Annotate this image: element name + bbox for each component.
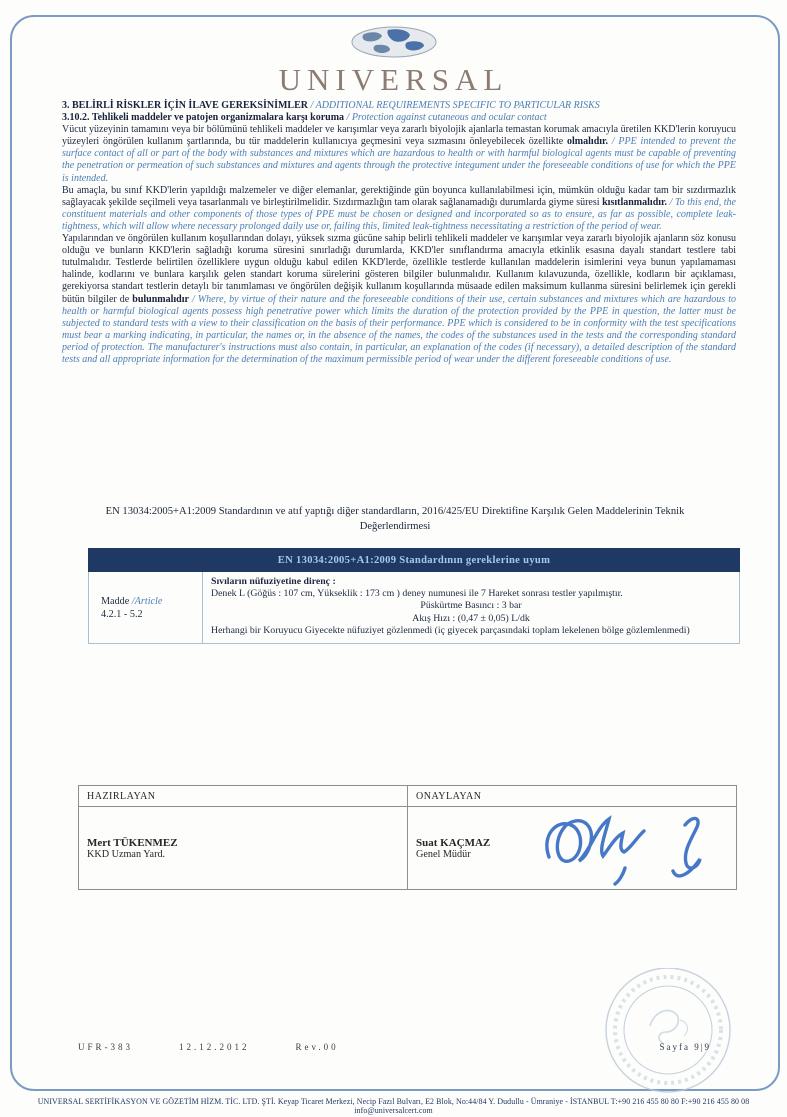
prepared-by-cell: [79, 807, 408, 890]
company-address-line: UNIVERSAL SERTİFİKASYON VE GÖZETİM HİZM. TİC. LTD. ŞTİ. Keyap Ticaret Merkezi, Necip Fazıl Bulvarı, E2 Blok, No:44/84 Y. Dudullu - Ümraniye - İSTANBUL T:+90 216 455 80 80 F:+90 216 455 80 08 info@universalcert.com: [37, 1097, 750, 1115]
section-heading-en: / ADDITIONAL REQUIREMENTS SPECIFIC TO PARTICULAR RISKS: [310, 100, 600, 111]
doc-date: 12.12.2012: [179, 1042, 250, 1052]
paragraph-1-en: / PPE intended to prevent the surface contact of all or part of the body with substances and mixtures which are hazardous to health or with harmful biological agents must be capable of preventing the penetration or permeation of such substances and mixtures and agents through the protective integument under the foreseeable conditions of use for which the PPE is intended.: [62, 136, 736, 184]
result-cell: [203, 572, 740, 644]
result-line-3: Akış Hızı : (0,47 ± 0,05) L/dk: [412, 612, 530, 624]
prepared-by-name: Mert TÜKENMEZ: [87, 836, 178, 849]
prepared-by-header: HAZIRLAYAN: [79, 786, 408, 807]
evaluation-title: EN 13034:2005+A1:2009 Standardının ve atıf yaptığı diğer standardların, 2016/425/EU Direktifine Karşılık Gelen Maddelerinin Teknik Değerlendirmesi: [105, 506, 685, 532]
section-heading-tr: 3. BELİRLİ RİSKLER İÇİN İLAVE GEREKSİNİMLER: [62, 100, 311, 111]
article-cell: [89, 572, 203, 644]
approved-by-title: Genel Müdür: [416, 848, 471, 860]
article-label-en: /Article: [131, 595, 163, 607]
subsection-heading-tr: 3.10.2. Tehlikeli maddeler ve patojen organizmalara karşı koruma: [62, 112, 347, 124]
table-header-row: [89, 549, 740, 572]
paragraph-3-bold: bulunmalıdır: [132, 293, 189, 305]
approved-by-name: Suat KAÇMAZ: [416, 836, 491, 849]
company-logo: [0, 26, 787, 95]
paragraph-2-bold: kısıtlanmalıdır.: [602, 196, 668, 208]
result-line-4: Herhangi bir Koruyucu Giyecekte nüfuziyet gözlenmedi (iç giyecek parçasındaki toplam lekelenen bölge gözlemlenmedi): [211, 624, 690, 636]
standards-table: [88, 548, 740, 644]
paragraph-3-tr: Yapılarından ve öngörülen kullanım koşullarından dolayı, yüksek sızma gücüne sahip belirli tehlikeli maddeler ve karışımlar veya zararlı biyolojik ajanların söz konusu olduğu ve bunların KKD'lerin sağladığı koruma süresini sınırladığı durumlarda, KKD'ler sınıflandırma amacıyla etkinlik esasına dayalı standart testlere tabi tutulmalıdır. Testlerde belirtilen özelliklere uygun olduğu kabul edilen KKD'lerde, özellikle testlerde kullanılan maddelerin isimlerini veya bunun yapılamaması halinde, kodlarını ve bunlara karşılık gelen standart koruma sürelerini gösteren bilgiler bulunmalıdır. Kullanım kılavuzunda, özellikle, kodların bir açıklaması, gerekiyorsa standart testlerin detaylı bir tanımlaması ve öngörülen değişik kullanım koşullarında müsaade edilen maksimum kullanma süresini belirlemek için gerekli bütün bilgiler de: [62, 233, 736, 305]
prepared-by-title: KKD Uzman Yard.: [87, 848, 166, 860]
signature-header-row: [79, 786, 737, 807]
paragraph-2: [62, 185, 736, 233]
approved-by-header: ONAYLAYAN: [408, 786, 737, 807]
doc-revision: Rev.00: [295, 1042, 339, 1052]
section-heading: [62, 100, 736, 112]
doc-code: UFR-383: [78, 1042, 134, 1052]
subsection-heading-en: / Protection against cutaneous and ocular contact: [346, 112, 547, 124]
approved-by-cell: [408, 807, 737, 890]
result-title: Sıvıların nüfuziyetine direnç :: [211, 576, 336, 587]
table-row: [89, 572, 740, 644]
company-stamp: [598, 968, 743, 1103]
signature-table: [78, 785, 737, 890]
paragraph-1: [62, 124, 736, 184]
result-line-1: Denek L (Göğüs : 107 cm, Yükseklik : 173 cm ) deney numunesi ile 7 Hareket sonrası testler yapılmıştır.: [211, 588, 623, 600]
document-footer: [78, 1042, 737, 1052]
paragraph-3-en: / Where, by virtue of their nature and the foreseeable conditions of their use, certain substances and mixtures which are hazardous to health or harmful biological agents possess high penetrative power which limits the duration of the protection provided by the PPE in question, the latter must be subjected to standard tests with a view to their classification on the basis of their performance. PPE which is considered to be in conformity with the test specifications must bear a marking indicating, in particular, the names or, in the absence of the names, the codes of the substances used in the tests and the corresponding standard period of protection. The manufacturer's instructions must also contain, in particular, an explanation of the codes (if necessary), a detailed description of the standard tests and all appropriate information for the determination of the maximum permissible period of wear under the different foreseeable conditions of use.: [62, 293, 737, 365]
subsection-heading: [62, 112, 736, 124]
table-header: EN 13034:2005+A1:2009 Standardının gereklerine uyum: [89, 549, 740, 572]
signature-scribble: [533, 811, 733, 892]
logo-wordmark: UNIVERSAL: [278, 62, 509, 97]
paragraph-2-tr: Bu amaçla, bu sınıf KKD'lerin yapıldığı malzemeler ve diğer elemanlar, gerektiğinde gün boyunca kullanılabilmesi için, mümkün olduğu kadar tam bir sızdırmazlık sağlayacak şekilde seçilmeli veya tasarlanmalı ve birleştirilmelidir. Sızdırmazlığın tam olarak sağlanamadığı durumlarda giyme süresi: [62, 184, 736, 208]
paragraph-2-en: / To this end, the constituent materials and other components of those types of PPE must be chosen or designed and incorporated so as to ensure, as far as possible, complete leak-tightness, which will allow where necessary prolonged daily use or, failing this, limited leak-tightness necessitating a restriction of the period of wear.: [62, 196, 736, 232]
document-text: [62, 100, 736, 366]
paragraph-3: [62, 233, 736, 366]
paragraph-1-tr: Vücut yüzeyinin tamamını veya bir bölümünü tehlikeli maddeler ve karışımlar veya zararlı biyolojik ajanlarla temastan korumak amacıyla üretilen KKD'lerin koruyucu yüzeyleri öngörülen kullanım şartlarında, bu tür maddelerin kullanıcıya geçmesini veya sızmasını önleyebilecek özellikte: [62, 124, 736, 148]
article-label-tr: Madde: [101, 595, 132, 607]
result-line-2: Püskürtme Basıncı : 3 bar: [420, 600, 522, 612]
page-number: Sayfa 9|9: [659, 1042, 711, 1052]
paragraph-1-bold: olmalıdır.: [567, 136, 609, 148]
signature-body-row: [79, 807, 737, 890]
globe-icon: [350, 45, 438, 62]
article-clauses: 4.2.1 - 5.2: [101, 608, 143, 620]
